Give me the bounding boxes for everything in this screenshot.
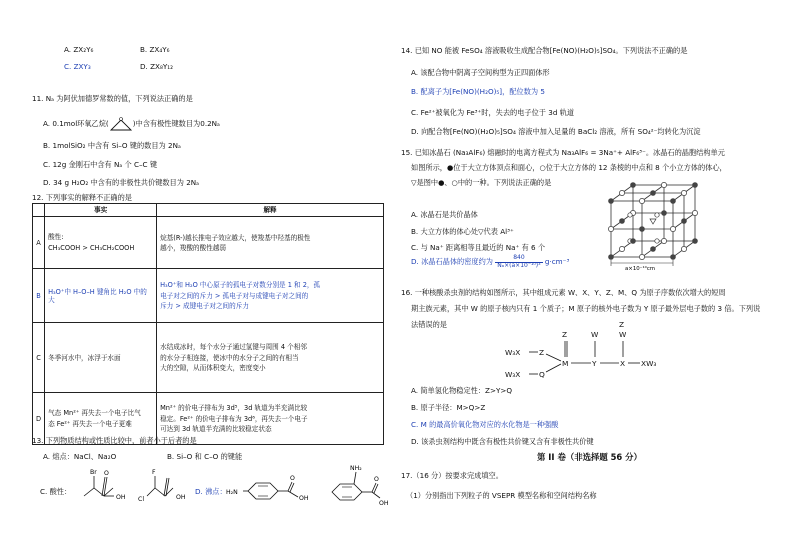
q13-option-d-label[interactable]: D. 沸点： (195, 487, 227, 496)
q16-option-a[interactable]: A. 简单氢化物稳定性：Z>Y>Q (411, 386, 513, 395)
atom-label: Z (562, 330, 568, 339)
atom-label: F (152, 469, 156, 476)
q16-stem-line1: 16. 一种核酸杀虫剂的结构如图所示，其中组成元素 W、X、Y、Z、M、Q 为原子序数依次增大的短周 (401, 288, 726, 297)
atom-label: O (374, 476, 379, 483)
q14-option-b-post: ，配位数为 5 (502, 87, 545, 96)
table-header-explanation: 解释 (157, 204, 384, 217)
q10-option-c[interactable]: C. ZXY₃ (64, 62, 91, 71)
q16-option-c[interactable]: C. M 的最高价氧化物对应的水化物是一种强酸 (411, 420, 559, 429)
atom-label: H₂N (226, 489, 238, 496)
atom-label: Q (539, 370, 545, 379)
q14-option-c[interactable]: C. Fe²⁺被氧化为 Fe³⁺时，失去的电子位于 3d 轨道 (411, 108, 575, 117)
chloro-fluoroacetic-acid-structure (138, 466, 190, 506)
table-row[interactable] (33, 323, 384, 393)
q11-option-a[interactable] (43, 116, 220, 132)
atom-label: OH (299, 495, 309, 502)
q16-option-b[interactable]: B. 原子半径：M>Q>Z (411, 403, 486, 412)
part-two-title: 第 II 卷（非选择题 56 分） (537, 452, 642, 462)
row-explanation: H₃O⁺和 H₂O 中心原子的孤电子对数分别是 1 和 2，孤 电子对之间的斥力 > 孤电子对与成键电子对之间的 斥力 > 成键电子对之间的斥力 (157, 269, 384, 323)
atom-label: O (290, 475, 295, 482)
q14-option-a[interactable]: A. 该配合物中阴离子空间构型为正四面体形 (411, 68, 550, 77)
row-fact: 冬季河水中，冰浮于水面 (45, 323, 157, 393)
q15-option-b[interactable]: B. 大立方体的体心处▽代表 Al³⁺ (411, 227, 514, 236)
q14-option-b-pre: B. 配离子为 (411, 87, 450, 96)
row-label: B (33, 269, 45, 323)
q10-option-b[interactable]: B. ZX₄Y₆ (140, 45, 170, 54)
q12-stem: 12. 下列事实的解释不正确的是 (32, 193, 132, 202)
table-header-index (33, 204, 45, 217)
atom-label: NH₂ (350, 465, 362, 472)
atom-label: O (104, 470, 109, 477)
q15-option-d[interactable] (411, 255, 569, 269)
q15-option-a[interactable]: A. 冰晶石是共价晶体 (411, 210, 478, 219)
q12-facts-table (32, 203, 384, 445)
q11-option-c[interactable]: C. 12g 金刚石中含有 Nₐ 个 C–C 键 (43, 160, 158, 169)
table-row[interactable] (33, 217, 384, 269)
q11-option-b[interactable]: B. 1molSiO₂ 中含有 Si–O 键的数目为 2Nₐ (43, 141, 181, 150)
q16-option-d[interactable]: D. 该杀虫剂结构中既含有极性共价键又含有非极性共价键 (411, 437, 594, 446)
cryolite-unit-cell-diagram (605, 181, 703, 271)
q15-stem-line3: ▽是图中●、○中的一种。下列说法正确的是 (411, 178, 552, 187)
q15-stem-line1: 15. 已知冰晶石 (Na₃AlF₆) 熔融时的电离方程式为 Na₃AlF₆ = 3Na⁺+ AlF₆³⁻。冰晶石的晶胞结构单元 (401, 148, 725, 157)
q17-stem: 17.（16 分）按要求完成填空。 (401, 471, 503, 480)
row-fact: H₃O⁺中 H–O–H 键角比 H₂O 中的大 (45, 269, 157, 323)
q15-option-c[interactable]: C. 与 Na⁺ 距离相等且最近的 Na⁺ 有 6 个 (411, 243, 546, 252)
q11-stem: 11. Nₐ 为阿伏加德罗常数的值，下列说法正确的是 (32, 94, 193, 103)
atom-label: OH (176, 494, 186, 501)
atom-label: OH (379, 500, 389, 507)
q14-option-b[interactable] (411, 87, 545, 96)
q16-stem-line3: 法错误的是 (411, 320, 447, 329)
table-header-fact: 事实 (45, 204, 157, 217)
q14-stem-post: SO₄。下列说法不正确的是 (602, 46, 688, 55)
insecticide-structure-diagram (505, 320, 685, 380)
fraction-numerator: 840 (495, 255, 542, 263)
density-unit: g·cm⁻³ (544, 257, 570, 267)
atom-label: XW₃ (641, 359, 657, 368)
table-row[interactable] (33, 269, 384, 323)
row-label: D (33, 393, 45, 445)
q16-stem-line2: 期主族元素，其中 W 的原子核内只有 1 个质子；M 原子的核外电子数为 Y 原子最外层电子数的 3 倍。下列说 (411, 304, 761, 313)
row-label: C (33, 323, 45, 393)
row-explanation: 烷基(R-)越长推电子效应越大，使羧基中羟基的极性 越小，羧酸的酸性越弱 (157, 217, 384, 269)
ortho-aminobenzoic-acid-structure (326, 462, 392, 512)
scale-label: a×10⁻¹⁰cm (625, 266, 656, 272)
atom-label: OH (116, 494, 126, 501)
q14-complex: [Fe(NO)(H₂O)₅] (549, 46, 603, 55)
q14-option-d-post: SO₄ 溶液中加入足量的 BaCl₂ 溶液，所有 SO₄²⁻均转化为沉淀 (502, 127, 701, 136)
table-header-row (33, 204, 384, 217)
row-explanation: 水结成冰时，每个水分子通过氢键与周围 4 个相邻 的水分子相连接，使冰中的水分子之间的有相当 大的空隙，从而体积变大，密度变小 (157, 323, 384, 393)
q14-stem-pre: 14. 已知 NO 能被 FeSO₄ 溶液吸收生成配合物 (401, 46, 550, 55)
q11-option-d[interactable]: D. 34 g H₂O₂ 中含有的非极性共价键数目为 2Nₐ (43, 178, 199, 187)
atom-label: Cl (138, 496, 145, 503)
atom-label: W (591, 330, 599, 339)
row-explanation: Mn²⁺ 的价电子排布为 3d⁵，3d 轨道为半充满比较 稳定。Fe²⁺ 的价电子排布为 3d⁶，再失去一个电子 可达到 3d 轨道半充满的比较稳定状态 (157, 393, 384, 445)
q15-option-d-pre: D. 冰晶石晶体的密度约为 (411, 257, 493, 267)
q14-stem (401, 46, 687, 55)
q13-option-b[interactable]: B. Si–O 和 C–O 的键能 (167, 452, 243, 461)
fraction-denominator: Nₐ×(a×10⁻¹⁰)³ (497, 261, 541, 269)
bromoacetic-acid-structure (80, 466, 132, 506)
q10-option-a[interactable]: A. ZX₂Y₆ (64, 45, 94, 54)
q10-option-d[interactable]: D. ZX₈Y₁₂ (140, 62, 173, 71)
q14-option-d[interactable] (411, 127, 701, 136)
q11-option-a-post: )中含有极性键数目为0.2Nₐ (132, 119, 220, 128)
q13-option-a[interactable]: A. 熔点：NaCl、Na₂O (43, 452, 117, 461)
atom-label: W₃X (505, 370, 521, 379)
q17-sub1: （1）分别指出下列粒子的 VSEPR 模型名称和空间结构名称 (406, 491, 597, 500)
para-aminobenzoic-acid-structure (226, 472, 322, 512)
q15-stem-line2: 如图所示，●位于大立方体顶点和面心，○位于大立方体的 12 条棱的中点和 8 个小立方体的体心， (411, 163, 727, 172)
row-label: A (33, 217, 45, 269)
q14-option-b-complex: [Fe(NO)(H₂O)₅] (449, 87, 503, 96)
atom-label: Z (539, 348, 545, 357)
atom-label: Z (619, 320, 625, 329)
atom-label: Y (592, 359, 597, 368)
q13-stem: 13. 下列物质结构或性质比较中，前者小于后者的是 (32, 436, 197, 445)
atom-label: W₃X (505, 348, 521, 357)
atom-label: W (619, 330, 627, 339)
density-fraction (495, 255, 542, 269)
epoxide-ring-icon (109, 116, 133, 132)
atom-label: M (562, 359, 569, 368)
row-fact: 气态 Mn²⁺ 再失去一个电子比气 态 Fe²⁺ 再失去一个电子更难 (45, 393, 157, 445)
atom-label: X (620, 359, 626, 368)
row-fact: 酸性: CH₃COOH > CH₃CH₂COOH (45, 217, 157, 269)
q14-option-d-pre: D. 向配合物 (411, 127, 450, 136)
q13-option-c-label[interactable]: C. 酸性： (40, 487, 72, 496)
q14-option-d-complex: [Fe(NO)(H₂O)₅] (449, 127, 503, 136)
atom-label: Br (90, 469, 97, 476)
q11-option-a-pre: A. 0.1mol环氧乙烷( (43, 119, 109, 128)
